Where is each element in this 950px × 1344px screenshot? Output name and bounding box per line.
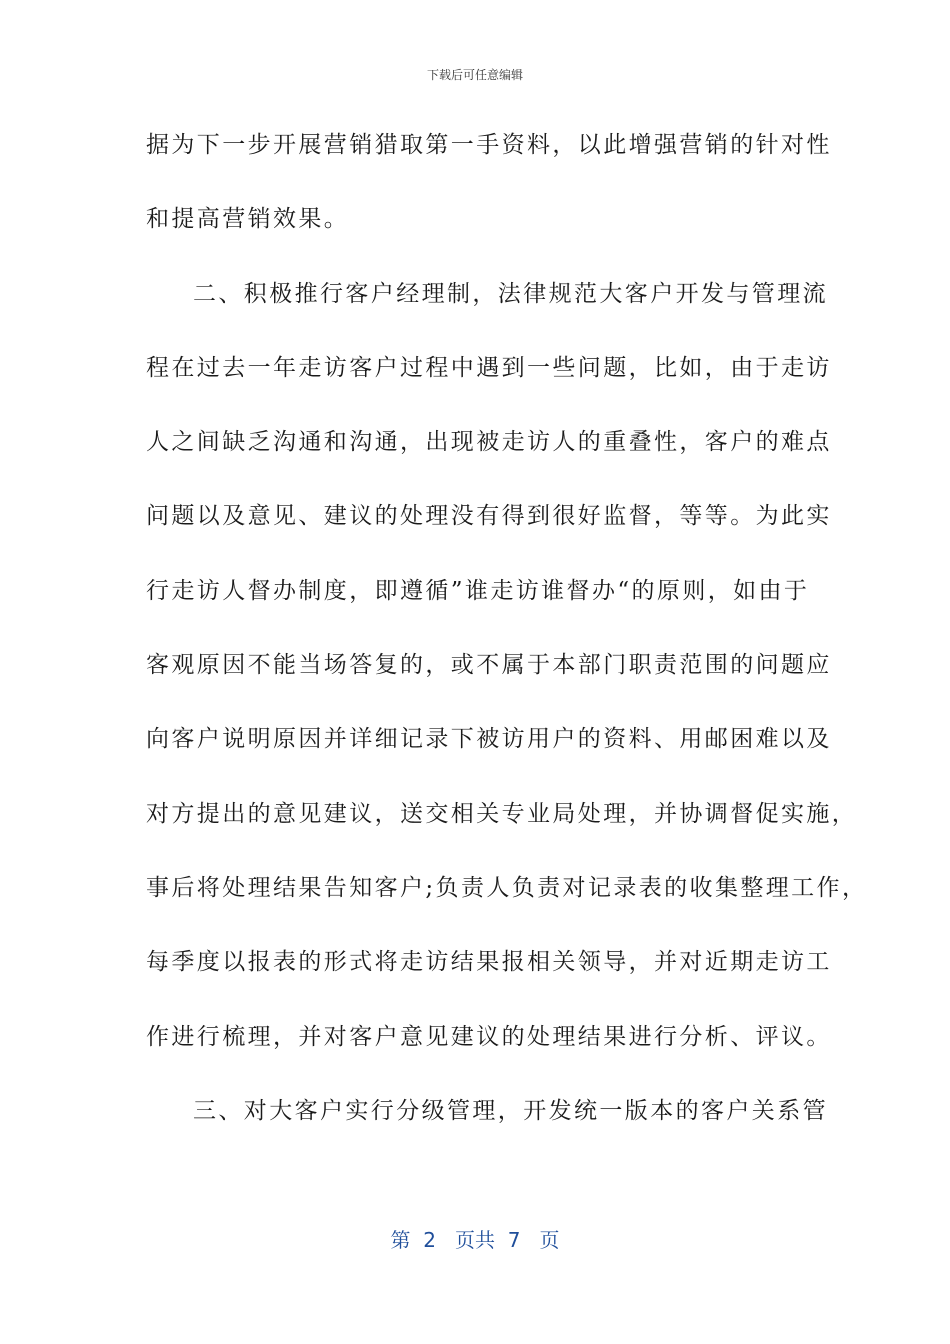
text-line-2: 和提高营销效果。: [146, 206, 350, 233]
page-number-footer: 第 2 页共 7 页: [390, 1228, 560, 1252]
text-line-6: 问题以及意见、建议的处理没有得到很好监督，等等。为此实: [146, 503, 832, 530]
document-body: [146, 118, 868, 1158]
text-line-3: 二、积极推行客户经理制，法律规范大客户开发与管理流: [193, 280, 828, 307]
text-line-1: 据为下一步开展营销猎取第一手资料，以此增强营销的针对性: [146, 132, 832, 158]
text-line-4: 程在过去一年走访客户过程中遇到一些问题，比如，由于走访: [146, 354, 832, 381]
text-line-13: 作进行梳理，并对客户意见建议的处理结果进行分析、评议。: [146, 1023, 832, 1050]
text-line-11: 事后将处理结果告知客户;负责人负责对记录表的收集整理工作，: [146, 874, 868, 901]
text-line-7: 行走访人督办制度，即遵循”谁走访谁督办“的原则，如由于: [146, 577, 810, 604]
text-line-10: 对方提出的意见建议，送交相关专业局处理，并协调督促实施，: [146, 800, 858, 827]
text-line-12: 每季度以报表的形式将走访结果报相关领导，并对近期走访工: [146, 949, 832, 976]
text-line-14: 三、对大客户实行分级管理，开发统一版本的客户关系管: [193, 1097, 828, 1124]
text-line-8: 客观原因不能当场答复的，或不属于本部门职责范围的问题应: [146, 652, 832, 679]
page-header: 下载后可任意编辑: [426, 68, 523, 82]
text-line-9: 向客户说明原因并详细记录下被访用户的资料、用邮困难以及: [146, 726, 832, 753]
text-line-5: 人之间缺乏沟通和沟通，出现被走访人的重叠性，客户的难点: [146, 429, 832, 456]
